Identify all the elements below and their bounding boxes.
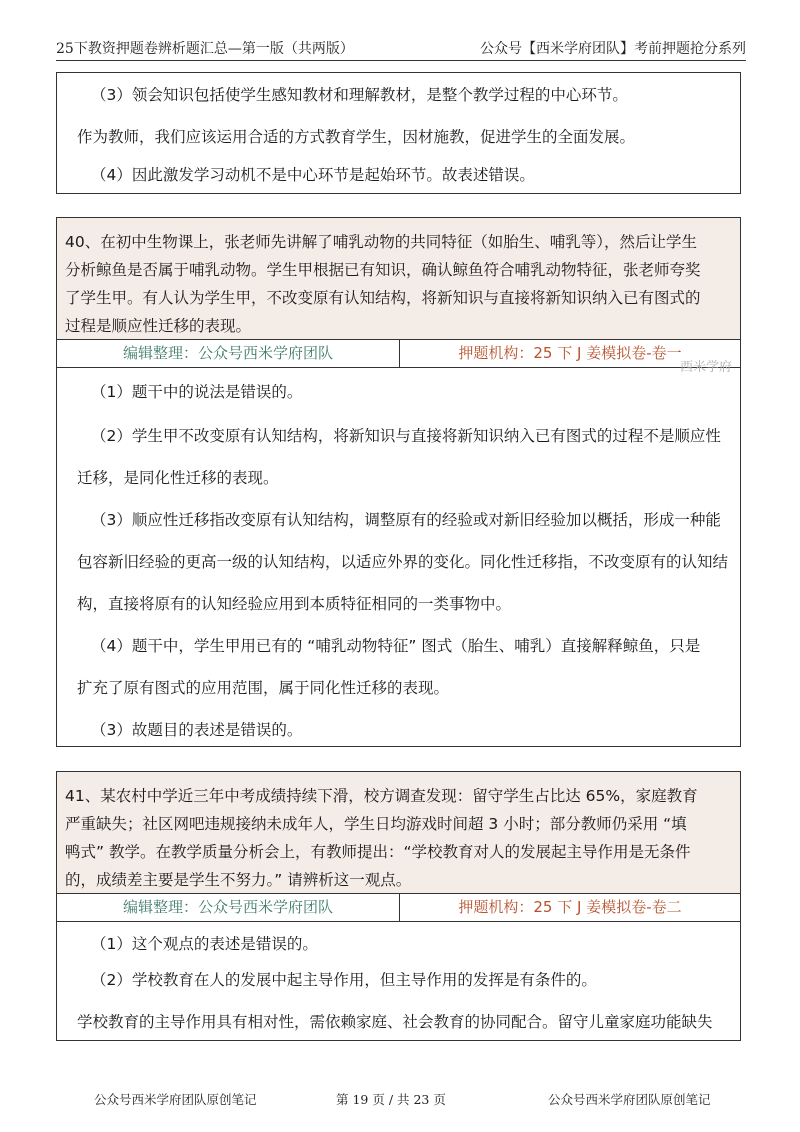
question-41-block xyxy=(56,771,741,1041)
answer-line: （1）题干中的说法是错误的。 xyxy=(91,383,303,401)
question-40-meta xyxy=(57,340,740,368)
question-line: 了学生甲。有人认为学生甲，不改变原有认知结构，将新知识与直接将新知识纳入已有图式的 xyxy=(65,289,701,307)
page-header xyxy=(56,0,746,61)
answer-line: （4）题干中，学生甲用已有的 “哺乳动物特征” 图式（胎生、哺乳）直接解释鲸鱼，只是 xyxy=(91,637,701,655)
question-41-meta xyxy=(57,894,740,922)
answer-line: （1）这个观点的表述是错误的。 xyxy=(91,935,318,953)
answer-line: 作为教师，我们应该运用合适的方式教育学生，因材施教，促进学生的全面发展。 xyxy=(77,128,636,146)
editor-credit: 编辑整理：公众号西米学府团队 xyxy=(57,894,400,921)
question-line: 41、某农村中学近三年中考成绩持续下滑，校方调查发现：留守学生占比达 65%，家庭教育 xyxy=(65,787,698,805)
watermark: 西米学府 xyxy=(680,360,733,375)
answer-block-continued xyxy=(56,72,741,194)
header-left-title: 25下教资押题卷辨析题汇总—第一版（共两版） xyxy=(56,41,354,57)
answer-line: （3）故题目的表述是错误的。 xyxy=(91,721,303,739)
answer-line: 学校教育的主导作用具有相对性，需依赖家庭、社会教育的协同配合。留守儿童家庭功能缺失 xyxy=(77,1013,713,1031)
answer-line: （3）领会知识包括使学生感知教材和理解教材，是整个教学过程的中心环节。 xyxy=(91,86,628,104)
question-line: 的，成绩差主要是学生不努力。” 请辨析这一观点。 xyxy=(65,871,412,889)
question-line: 过程是顺应性迁移的表现。 xyxy=(65,317,252,335)
page-number: 第 19 页 / 共 23 页 xyxy=(336,1092,446,1107)
question-line: 40、在初中生物课上，张老师先讲解了哺乳动物的共同特征（如胎生、哺乳等），然后让学生 xyxy=(65,233,697,251)
footer-left: 公众号西米学府团队原创笔记 xyxy=(94,1092,257,1107)
question-41-prompt xyxy=(57,772,740,894)
answer-line: 构，直接将原有的认知经验应用到本质特征相同的一类事物中。 xyxy=(77,595,512,613)
answer-line: 扩充了原有图式的应用范围，属于同化性迁移的表现。 xyxy=(77,679,450,697)
answer-line: 迁移，是同化性迁移的表现。 xyxy=(77,469,279,487)
footer-right: 公众号西米学府团队原创笔记 xyxy=(548,1092,711,1107)
header-right-title: 公众号【西米学府团队】考前押题抢分系列 xyxy=(480,41,746,57)
source-credit: 押题机构：25 下 J 姜模拟卷-卷一 xyxy=(458,344,682,362)
editor-credit: 编辑整理：公众号西米学府团队 xyxy=(57,340,400,367)
answer-line: （4）因此激发学习动机不是中心环节是起始环节。故表述错误。 xyxy=(91,166,535,184)
question-40-prompt xyxy=(57,218,740,340)
question-line: 严重缺失；社区网吧违规接纳未成年人，学生日均游戏时间超 3 小时；部分教师仍采用 “填 xyxy=(65,815,687,833)
answer-line: （2）学校教育在人的发展中起主导作用，但主导作用的发挥是有条件的。 xyxy=(91,971,597,989)
question-40-block xyxy=(56,217,741,747)
question-line: 鸭式” 教学。在教学质量分析会上，有教师提出：“学校教育对人的发展起主导作用是无条件 xyxy=(65,843,691,861)
answer-line: （3）顺应性迁移指改变原有认知结构，调整原有的经验或对新旧经验加以概括，形成一种能 xyxy=(91,511,721,529)
answer-line: （2）学生甲不改变原有认知结构，将新知识与直接将新知识纳入已有图式的过程不是顺应性 xyxy=(91,427,721,445)
source-credit: 押题机构：25 下 J 姜模拟卷-卷二 xyxy=(458,898,682,916)
question-line: 分析鲸鱼是否属于哺乳动物。学生甲根据已有知识，确认鲸鱼符合哺乳动物特征，张老师夸奖 xyxy=(65,261,701,279)
answer-line: 包容新旧经验的更高一级的认知结构，以适应外界的变化。同化性迁移指，不改变原有的认知结 xyxy=(77,553,729,571)
